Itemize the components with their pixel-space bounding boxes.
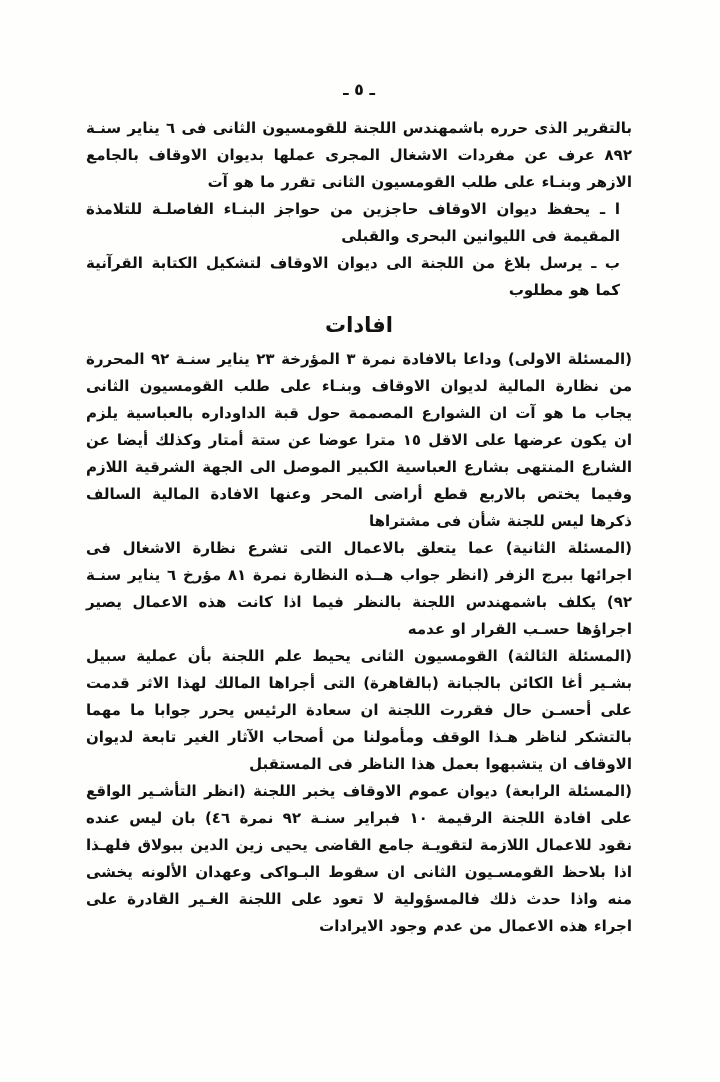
section-heading: افادات — [325, 313, 393, 337]
issue-one-paragraph: (المسئلة الاولى) وداعا بالافادة نمرة ٣ المؤرخة ٢٣ يناير سنـة ٩٢ المحررة من نظارة المالية لديوان الاوقاف وبنـاء على طلب القومسيون الثانى يجاب ما هو آت ان الشوارع المصممة حول قبة الداوداره بالعباسية يلزم ان يكون عرضها على الاقل ١٥ مترا عوضا عن ستة أمتار وكذلك أيضا عن الشارع المنتهى بشارع العباسية الكبير الموصل الى الجهة الشرقية اللازم وفيما يختص بالاربع قطع أراضى المحر وعنها الافادة المالية السالف ذكرها ليس للجنة شأن فى مشتراها — [86, 350, 633, 530]
page-number: ـ ٥ ـ — [343, 80, 375, 99]
list-item-alif: ا ـ يحفظ ديوان الاوقاف حاجزين من حواجز البنـاء الفاصلـة للتلامذة المقيمة فى الليوانين البحرى والقبلى — [86, 200, 620, 245]
intro-paragraph: بالتقرير الذى حرره باشمهندس اللجنة للقومسيون الثانى فى ٦ يناير سنـة ٨٩٢ عرف عن مفردات الاشغال المجرى عملها بديوان الاوقاف بالجامع الازهر وبنـاء على طلب القومسيون الثانى تقرر ما هو آت — [86, 119, 632, 191]
issue-four-paragraph: (المسئلة الرابعة) ديوان عموم الاوقاف يخبر اللجنة (انظر التأشـير الواقع على افادة اللجنة الرقيمة ١٠ فبراير سنـة ٩٢ نمرة ٤٦) بان ليس عنده نقود للاعمال اللازمة لتقويـة جامع القاضى يحيى زين الدين ببولاق فلهـذا اذا بلاحظ القومسـيون الثانى ان سقوط البـواكى وعهدان الألونه يخشى منه واذا حدث ذلك فالمسؤولية لا تعود على اللجنة الغـير القادرة على اجراء هذه الاعمال من عدم وجود الايرادات — [86, 782, 632, 935]
issue-three-paragraph: (المسئلة الثالثة) القومسيون الثانى يحيط علم اللجنة بأن عملية سبيل بشـير أغا الكائن بالجبانة (بالقاهرة) التى أجراها المالك لهذا الاثر قدمت على أحسـن حال فقررت اللجنة ان سعادة الرئيس يحرر جوابا ما مهما بالتشكر لناظر هـذا الوقف ومأمولنا من أصحاب الآثار الغير تابعة لديوان الاوقاف ان يتشبهوا بعمل هذا الناظر فى المستقبل — [86, 647, 632, 773]
text-block — [86, 80, 632, 940]
list-item-ba: ب ـ يرسل بلاغ من اللجنة الى ديوان الاوقاف لتشكيل الكتابة القرآنية كما هو مطلوب — [86, 254, 620, 299]
issue-two-paragraph: (المسئلة الثانية) عما يتعلق بالاعمال التى تشرع نظارة الاشغال فى اجرائها ببرج الزفر (انظر جواب هــذه النظارة نمرة ٨١ مؤرخ ٦ يناير سنـة ٩٢) يكلف باشمهندس اللجنة بالنظر فيما اذا كانت هذه الاعمال يصير اجراؤها حسـب القرار او عدمه — [86, 539, 632, 638]
